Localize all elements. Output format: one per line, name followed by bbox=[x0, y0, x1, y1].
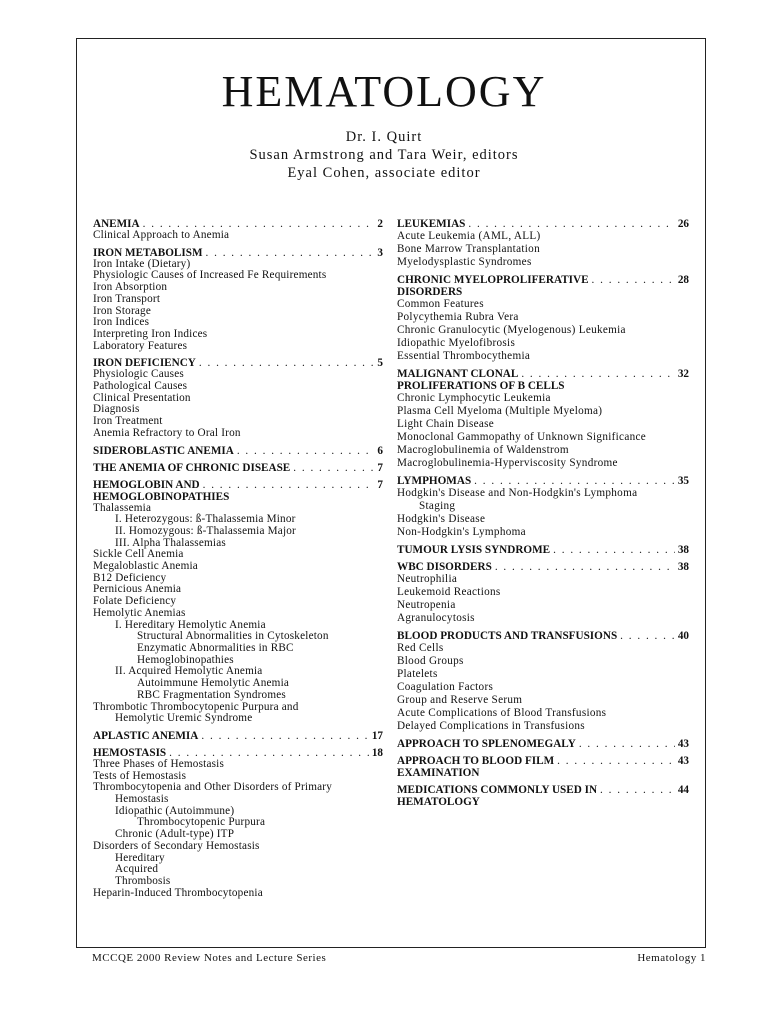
toc-item: Iron Intake (Dietary) bbox=[93, 257, 191, 270]
section-title: TUMOUR LYSIS SYNDROME bbox=[397, 544, 551, 556]
toc-section bbox=[397, 738, 689, 750]
section-title-continued: HEMOGLOBINOPATHIES bbox=[93, 490, 230, 503]
section-title: LYMPHOMAS bbox=[397, 475, 472, 487]
toc-item: Acute Complications of Blood Transfusions bbox=[397, 707, 607, 719]
page-number: 40 bbox=[677, 630, 689, 642]
section-title: IRON DEFICIENCY bbox=[93, 357, 196, 370]
section-heading[interactable] bbox=[93, 462, 383, 474]
author: Dr. I. Quirt bbox=[345, 129, 423, 145]
section-heading[interactable] bbox=[93, 247, 383, 259]
toc-item: Myelodysplastic Syndromes bbox=[397, 256, 532, 268]
section-title: HEMOSTASIS bbox=[93, 746, 167, 759]
section-heading[interactable] bbox=[397, 368, 689, 380]
toc-item: Hemolytic Anemias bbox=[93, 606, 186, 619]
section-title-continued: DISORDERS bbox=[397, 286, 463, 298]
toc-item: Group and Reserve Serum bbox=[397, 694, 523, 706]
toc-item: Neutropenia bbox=[397, 599, 456, 611]
toc-item: Neutrophilia bbox=[397, 573, 458, 585]
section-title: HEMOGLOBIN AND bbox=[93, 478, 200, 491]
toc-item: Non-Hodgkin's Lymphoma bbox=[397, 526, 526, 538]
toc-section bbox=[93, 730, 383, 742]
toc-item: Tests of Hemostasis bbox=[93, 769, 187, 782]
section-heading[interactable] bbox=[397, 738, 689, 750]
section-title: BLOOD PRODUCTS AND TRANSFUSIONS bbox=[397, 630, 618, 642]
toc-item: Chronic Granulocytic (Myelogenous) Leukemia bbox=[397, 324, 626, 336]
section-heading[interactable] bbox=[397, 630, 689, 642]
toc-right-column bbox=[397, 218, 689, 813]
toc-section bbox=[93, 357, 383, 439]
toc-item: III. Alpha Thalassemias bbox=[115, 536, 226, 549]
toc-item: Iron Storage bbox=[93, 304, 152, 317]
page-number: 26 bbox=[677, 218, 689, 230]
toc-item: Light Chain Disease bbox=[397, 418, 495, 430]
leader-dots bbox=[553, 544, 675, 556]
page-number: 28 bbox=[677, 274, 689, 286]
toc-left-column bbox=[93, 218, 383, 904]
toc-item: Iron Treatment bbox=[93, 415, 163, 428]
section-heading[interactable] bbox=[397, 274, 689, 286]
toc-item: Clinical Approach to Anemia bbox=[93, 229, 230, 241]
section-title-continued: HEMATOLOGY bbox=[397, 796, 480, 808]
toc-item: Acute Leukemia (AML, ALL) bbox=[397, 230, 541, 242]
toc-item: Blood Groups bbox=[397, 655, 464, 667]
toc-item: Iron Transport bbox=[93, 292, 161, 305]
section-title: SIDEROBLASTIC ANEMIA bbox=[93, 444, 234, 457]
toc-item: Hemolytic Uremic Syndrome bbox=[115, 712, 253, 725]
toc-item: Pernicious Anemia bbox=[93, 583, 182, 596]
toc-item: Physiologic Causes of Increased Fe Requirements bbox=[93, 269, 327, 282]
leader-dots bbox=[495, 561, 675, 573]
section-heading[interactable] bbox=[397, 561, 689, 573]
toc-item: B12 Deficiency bbox=[93, 571, 167, 584]
section-heading[interactable] bbox=[397, 218, 689, 230]
toc-item: Hereditary bbox=[115, 851, 165, 864]
toc-section bbox=[397, 544, 689, 556]
toc-section bbox=[93, 218, 383, 242]
toc-item: Platelets bbox=[397, 668, 438, 680]
toc-item: Leukemoid Reactions bbox=[397, 586, 501, 598]
toc-item: Sickle Cell Anemia bbox=[93, 548, 184, 561]
toc-item: Enzymatic Abnormalities in RBC bbox=[137, 641, 294, 654]
section-title-continued: PROLIFERATIONS OF B CELLS bbox=[397, 380, 565, 392]
section-title: CHRONIC MYELOPROLIFERATIVE bbox=[397, 274, 589, 286]
toc-item: Interpreting Iron Indices bbox=[93, 327, 208, 340]
page-number: 7 bbox=[377, 461, 383, 474]
toc-item: Monoclonal Gammopathy of Unknown Significance bbox=[397, 431, 647, 443]
toc-item: Essential Thrombocythemia bbox=[397, 350, 531, 362]
page-number: 44 bbox=[677, 784, 689, 796]
page-number: 6 bbox=[377, 444, 383, 457]
leader-dots bbox=[579, 738, 675, 750]
section-title: THE ANEMIA OF CHRONIC DISEASE bbox=[93, 461, 291, 474]
page-title: HEMATOLOGY bbox=[221, 67, 547, 116]
section-title: IRON METABOLISM bbox=[93, 246, 203, 259]
toc-section bbox=[93, 445, 383, 457]
leader-dots bbox=[557, 755, 675, 767]
section-title: ANEMIA bbox=[93, 218, 140, 230]
leader-dots bbox=[206, 247, 375, 259]
toc-item: Thrombocytopenia and Other Disorders of Primary bbox=[93, 781, 332, 794]
leader-dots bbox=[201, 730, 368, 742]
page-number: 32 bbox=[677, 368, 689, 380]
toc-item: Anemia Refractory to Oral Iron bbox=[93, 426, 241, 439]
toc-item: Macroglobulinemia of Waldenstrom bbox=[397, 444, 569, 456]
toc-item: Hodgkin's Disease and Non-Hodgkin's Lymphoma bbox=[397, 487, 638, 499]
toc-item: Thrombosis bbox=[115, 874, 171, 887]
toc-section bbox=[397, 274, 689, 363]
section-title-continued: EXAMINATION bbox=[397, 767, 480, 779]
leader-dots bbox=[521, 368, 674, 380]
section-title: MEDICATIONS COMMONLY USED IN bbox=[397, 784, 598, 796]
page-number: 7 bbox=[377, 478, 383, 491]
leader-dots bbox=[237, 445, 375, 457]
section-heading[interactable] bbox=[397, 544, 689, 556]
toc-item: Delayed Complications in Transfusions bbox=[397, 720, 585, 732]
toc-item: Clinical Presentation bbox=[93, 391, 191, 404]
toc-item: Heparin-Induced Thrombocytopenia bbox=[93, 886, 263, 899]
toc-section bbox=[397, 475, 689, 539]
toc-item: Idiopathic Myelofibrosis bbox=[397, 337, 516, 349]
toc-item: Coagulation Factors bbox=[397, 681, 494, 693]
toc-item: Thrombocytopenic Purpura bbox=[137, 816, 266, 829]
toc-item: Polycythemia Rubra Vera bbox=[397, 311, 519, 323]
editors: Susan Armstrong and Tara Weir, editors bbox=[249, 147, 519, 163]
toc-item: Chronic (Adult-type) ITP bbox=[115, 828, 235, 841]
page-number: 3 bbox=[377, 246, 383, 259]
toc-item: Common Features bbox=[397, 298, 484, 310]
toc-item: I. Heterozygous: ß-Thalassemia Minor bbox=[115, 513, 296, 526]
toc-section bbox=[93, 247, 383, 353]
toc-item: Thalassemia bbox=[93, 501, 152, 514]
leader-dots bbox=[474, 475, 675, 487]
toc-item: Red Cells bbox=[397, 642, 444, 654]
toc-item: Hemostasis bbox=[115, 793, 169, 806]
toc-item: Chronic Lymphocytic Leukemia bbox=[397, 392, 551, 404]
leader-dots bbox=[203, 479, 375, 491]
toc-item: Pathological Causes bbox=[93, 380, 188, 393]
toc-item: Structural Abnormalities in Cytoskeleton bbox=[137, 630, 329, 643]
toc-section bbox=[397, 784, 689, 808]
toc-item: I. Hereditary Hemolytic Anemia bbox=[115, 618, 266, 631]
footer-series: MCCQE 2000 Review Notes and Lecture Series bbox=[92, 952, 327, 964]
section-heading[interactable] bbox=[93, 445, 383, 457]
toc-item: Megaloblastic Anemia bbox=[93, 560, 198, 573]
leader-dots bbox=[293, 462, 374, 474]
section-title: WBC DISORDERS bbox=[397, 561, 492, 573]
toc-section bbox=[397, 755, 689, 779]
toc-section bbox=[93, 747, 383, 899]
leader-dots bbox=[592, 274, 675, 286]
page-number: 43 bbox=[677, 755, 689, 767]
toc-item: Iron Indices bbox=[93, 316, 150, 329]
toc-item: Agranulocytosis bbox=[397, 612, 475, 624]
toc-item: II. Acquired Hemolytic Anemia bbox=[115, 665, 263, 678]
section-heading[interactable] bbox=[397, 755, 689, 767]
toc-item: Diagnosis bbox=[93, 403, 140, 416]
toc-item: Macroglobulinemia-Hyperviscosity Syndrome bbox=[397, 457, 618, 469]
toc-item: Hodgkin's Disease bbox=[397, 513, 486, 525]
section-title: MALIGNANT CLONAL bbox=[397, 368, 519, 380]
toc-item: Physiologic Causes bbox=[93, 368, 184, 381]
toc-item: Hemoglobinopathies bbox=[137, 653, 234, 666]
toc-item: Bone Marrow Transplantation bbox=[397, 243, 540, 255]
toc-section bbox=[397, 630, 689, 733]
leader-dots bbox=[620, 630, 675, 642]
toc-item: II. Homozygous: ß-Thalassemia Major bbox=[115, 524, 296, 537]
page-number: 18 bbox=[371, 746, 383, 759]
toc-item: Plasma Cell Myeloma (Multiple Myeloma) bbox=[397, 405, 603, 417]
section-heading[interactable] bbox=[93, 730, 383, 742]
section-title: LEUKEMIAS bbox=[397, 218, 466, 230]
page-number: 43 bbox=[677, 738, 689, 750]
toc-item: Acquired bbox=[115, 863, 159, 876]
footer-page: Hematology 1 bbox=[637, 952, 706, 964]
section-title: APPROACH TO SPLENOMEGALY bbox=[397, 738, 576, 750]
toc-item: Laboratory Features bbox=[93, 339, 188, 352]
page-number: 2 bbox=[377, 218, 383, 230]
page-number: 17 bbox=[371, 729, 383, 742]
section-heading[interactable] bbox=[397, 475, 689, 487]
page-number: 38 bbox=[677, 561, 689, 573]
leader-dots bbox=[468, 218, 674, 230]
toc-item: Folate Deficiency bbox=[93, 595, 177, 608]
toc-item: Thrombotic Thrombocytopenic Purpura and bbox=[93, 700, 299, 713]
toc-item: Idiopathic (Autoimmune) bbox=[115, 804, 235, 817]
leader-dots bbox=[600, 784, 675, 796]
page-number: 5 bbox=[377, 357, 383, 370]
credits bbox=[0, 128, 768, 182]
toc-item: Autoimmune Hemolytic Anemia bbox=[137, 677, 290, 690]
associate-editor: Eyal Cohen, associate editor bbox=[287, 165, 481, 181]
toc-section bbox=[397, 368, 689, 470]
page-number: 35 bbox=[677, 475, 689, 487]
toc-section bbox=[397, 561, 689, 625]
section-heading[interactable] bbox=[93, 479, 383, 491]
toc-section bbox=[93, 479, 383, 725]
toc-item: Three Phases of Hemostasis bbox=[93, 757, 225, 770]
page-number: 38 bbox=[677, 544, 689, 556]
toc-section bbox=[93, 462, 383, 474]
toc-item: Disorders of Secondary Hemostasis bbox=[93, 839, 260, 852]
section-title: APPROACH TO BLOOD FILM bbox=[397, 755, 555, 767]
toc-section bbox=[397, 218, 689, 269]
toc-item: Staging bbox=[419, 500, 456, 512]
leader-dots bbox=[199, 357, 375, 369]
section-title: APLASTIC ANEMIA bbox=[93, 729, 199, 742]
section-heading[interactable] bbox=[397, 784, 689, 796]
toc-item: Iron Absorption bbox=[93, 281, 168, 294]
toc-item: RBC Fragmentation Syndromes bbox=[137, 688, 286, 701]
